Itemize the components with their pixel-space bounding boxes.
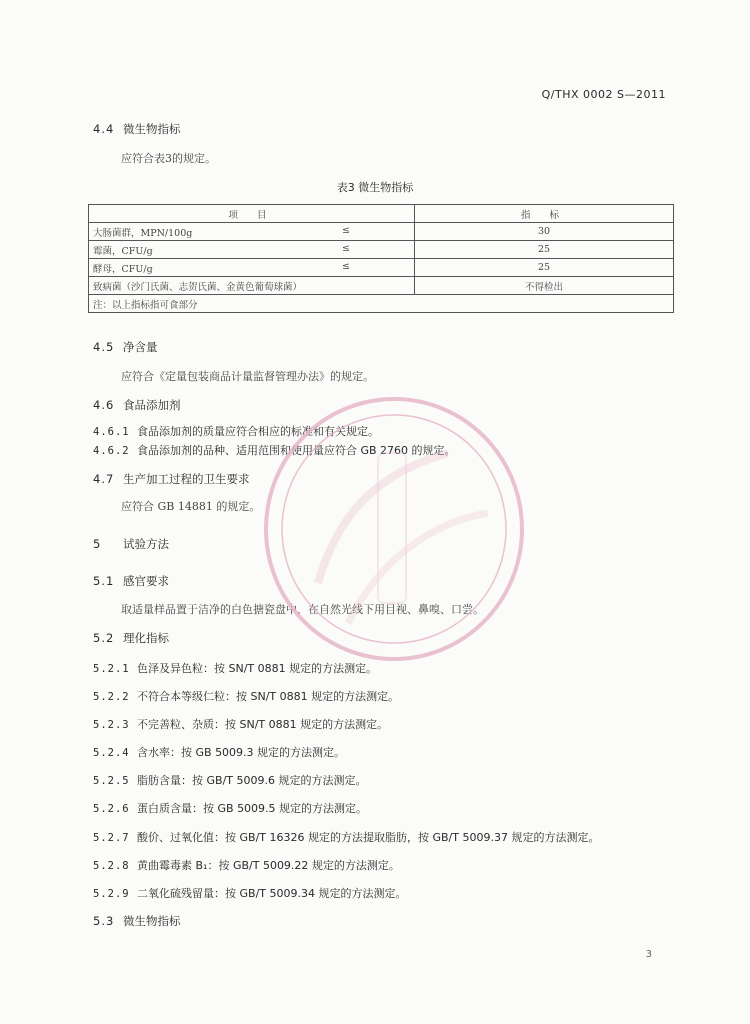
- table-row: [89, 277, 674, 295]
- page-number: 3: [645, 949, 652, 960]
- operator: ≤: [342, 224, 350, 236]
- section-number: 5.2.3: [93, 719, 130, 731]
- table-header-value: 指 标: [415, 205, 674, 223]
- section-text: 不完善粒、杂质：按 SN/T 0881 规定的方法测定。: [137, 718, 389, 731]
- section-4-7-heading: [93, 471, 250, 487]
- section-5-2-2: [93, 688, 399, 704]
- table-cell-item: [89, 223, 415, 241]
- section-text: 二氧化硫残留量：按 GB/T 5009.34 规定的方法测定。: [137, 887, 407, 900]
- section-number: 5.2.5: [93, 775, 130, 787]
- section-number: 5.2.2: [93, 691, 130, 703]
- doc-code: Q/THX 0002 S—2011: [541, 88, 666, 101]
- section-number: 5.2.1: [93, 663, 130, 675]
- item-label: 酵母，CFU/g: [93, 263, 153, 275]
- section-number: 5.2.9: [93, 888, 130, 900]
- section-text: 黄曲霉毒素 B₁：按 GB/T 5009.22 规定的方法测定。: [137, 859, 400, 872]
- table-header-item: 项 目: [89, 205, 415, 223]
- section-number: 5.2.8: [93, 860, 130, 872]
- section-title: 微生物指标: [123, 122, 181, 136]
- section-number: 5.2.6: [93, 803, 130, 815]
- item-label: 大肠菌群，MPN/100g: [93, 227, 193, 239]
- section-number: 5.2: [93, 631, 115, 645]
- section-number: 4.6.2: [93, 445, 130, 457]
- section-5-1-text: 取适量样品置于洁净的白色搪瓷盘中，在自然光线下用目视、鼻嗅、口尝。: [121, 603, 484, 616]
- section-title: 净含量: [123, 340, 158, 354]
- table-row: [89, 223, 674, 241]
- section-4-4-text: 应符合表3的规定。: [121, 152, 216, 165]
- section-title: 生产加工过程的卫生要求: [123, 472, 250, 486]
- section-text: 食品添加剂的质量应符合相应的标准和有关规定。: [137, 425, 379, 438]
- section-number: 4.6.1: [93, 426, 130, 438]
- section-number: 4.4: [93, 122, 115, 136]
- section-number: 5: [93, 537, 102, 551]
- table-note: 注：以上指标指可食部分: [89, 295, 674, 313]
- table-cell-item: 致病菌（沙门氏菌、志贺氏菌、金黄色葡萄球菌）: [89, 277, 415, 295]
- section-number: 4.5: [93, 340, 115, 354]
- section-number: 4.7: [93, 472, 115, 486]
- section-text: 含水率：按 GB 5009.3 规定的方法测定。: [137, 746, 346, 759]
- section-5-2-8: [93, 857, 400, 873]
- table-title: 表3 微生物指标: [336, 181, 414, 194]
- section-4-7-text: 应符合 GB 14881 的规定。: [121, 500, 261, 513]
- section-text: 脂肪含量：按 GB/T 5009.6 规定的方法测定。: [137, 774, 367, 787]
- section-text: 色泽及异色粒：按 SN/T 0881 规定的方法测定。: [137, 662, 378, 675]
- section-4-4-heading: [93, 121, 181, 137]
- section-number: 5.2.7: [93, 832, 130, 844]
- table-cell-value: 30: [415, 223, 674, 241]
- section-title: 食品添加剂: [123, 398, 181, 412]
- table-cell-item: [89, 259, 415, 277]
- table-header-row: [89, 205, 674, 223]
- section-text: 酸价、过氧化值：按 GB/T 16326 规定的方法提取脂肪，按 GB/T 5009.37 规定的方法测定。: [137, 831, 600, 844]
- section-title: 试验方法: [123, 537, 169, 551]
- section-5-1-heading: [93, 573, 169, 589]
- operator: ≤: [342, 260, 350, 272]
- microbial-table: [88, 204, 674, 313]
- section-5-2-3: [93, 716, 388, 732]
- section-4-6-heading: [93, 397, 181, 413]
- table-row: [89, 259, 674, 277]
- section-5-2-9: [93, 885, 406, 901]
- section-title: 感官要求: [123, 574, 169, 588]
- section-number: 5.2.4: [93, 747, 130, 759]
- section-5-heading: [93, 536, 169, 552]
- section-number: 5.1: [93, 574, 115, 588]
- section-text: 不符合本等级仁粒：按 SN/T 0881 规定的方法测定。: [137, 690, 400, 703]
- section-5-2-heading: [93, 630, 169, 646]
- operator: ≤: [342, 242, 350, 254]
- section-5-3-heading: [93, 913, 181, 929]
- section-number: 4.6: [93, 398, 115, 412]
- table-row: [89, 241, 674, 259]
- table-cell-value: 25: [415, 241, 674, 259]
- table-note-row: [89, 295, 674, 313]
- section-5-2-7: [93, 829, 599, 845]
- table-cell-item: [89, 241, 415, 259]
- section-4-5-heading: [93, 339, 158, 355]
- table-cell-value: 25: [415, 259, 674, 277]
- section-text: 蛋白质含量：按 GB 5009.5 规定的方法测定。: [137, 802, 368, 815]
- section-5-2-6: [93, 800, 367, 816]
- table-cell-value: 不得检出: [415, 277, 674, 295]
- section-title: 微生物指标: [123, 914, 181, 928]
- section-5-2-4: [93, 744, 345, 760]
- section-text: 食品添加剂的品种、适用范围和使用量应符合 GB 2760 的规定。: [137, 444, 456, 457]
- official-seal-stamp: [258, 393, 530, 665]
- section-5-2-5: [93, 772, 366, 788]
- section-4-5-text: 应符合《定量包装商品计量监督管理办法》的规定。: [121, 370, 374, 383]
- section-number: 5.3: [93, 914, 115, 928]
- section-title: 理化指标: [123, 631, 169, 645]
- item-label: 霉菌，CFU/g: [93, 245, 153, 257]
